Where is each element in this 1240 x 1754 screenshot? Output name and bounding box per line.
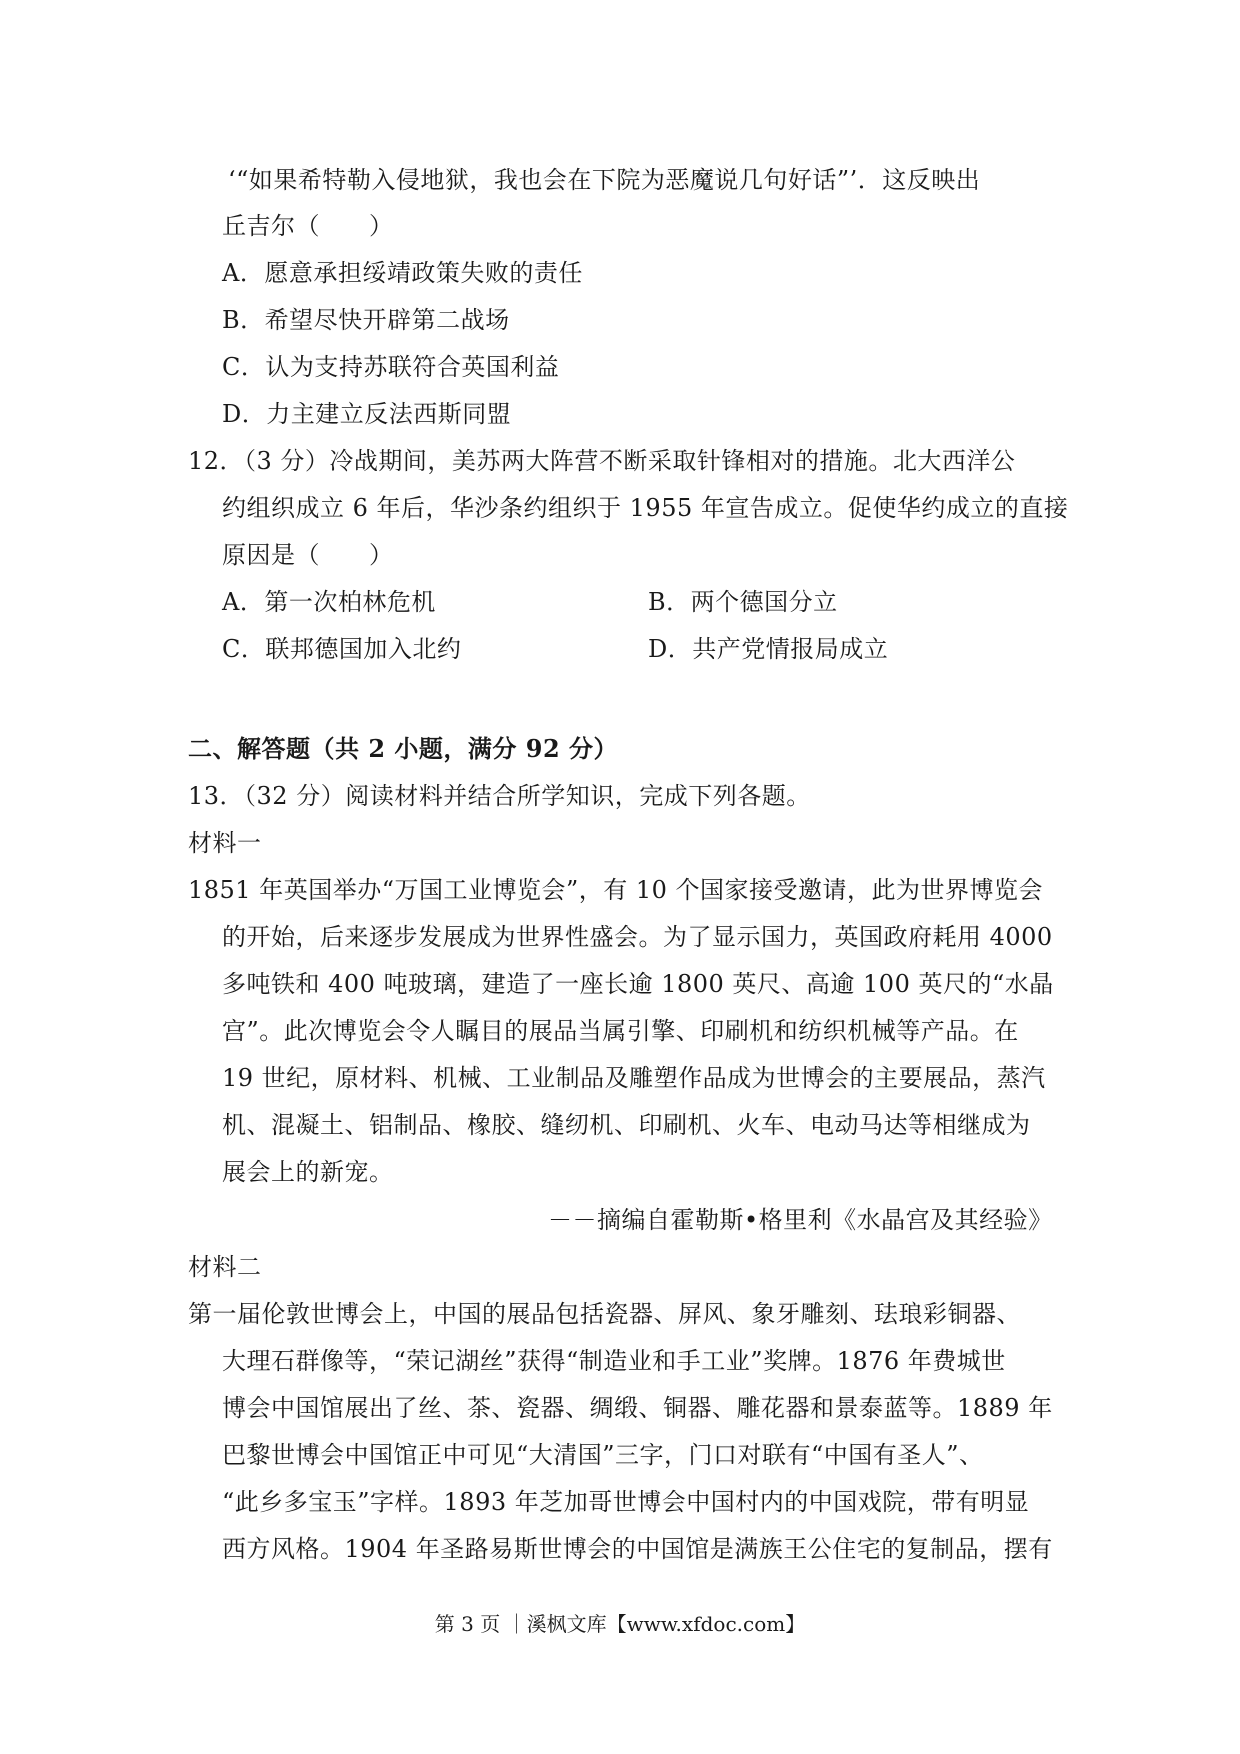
q11-option-a: A．愿意承担绥靖政策失败的责任 — [222, 259, 583, 287]
q12-option-b: B．两个德国分立 — [648, 588, 838, 616]
material-1-line: 1851 年英国举办“万国工业博览会”，有 10 个国家接受邀请，此为世界博览会 — [188, 876, 1044, 904]
q12-option-d: D．共产党情报局成立 — [648, 635, 889, 663]
material-1-label: 材料一 — [188, 829, 262, 857]
material-2-line: 西方风格。1904 年圣路易斯世博会的中国馆是满族王公住宅的复制品，摆有 — [222, 1535, 1053, 1563]
material-1-line: 多吨铁和 400 吨玻璃，建造了一座长逾 1800 英尺、高逾 100 英尺的“水晶 — [222, 970, 1054, 998]
q11-option-d: D．力主建立反法西斯同盟 — [222, 400, 512, 428]
q11-stem-line-2: 丘吉尔（ ） — [222, 212, 394, 240]
q12-option-c: C．联邦德国加入北约 — [222, 635, 462, 663]
material-1-line: 机、混凝土、铝制品、橡胶、缝纫机、印刷机、火车、电动马达等相继成为 — [222, 1111, 1031, 1139]
q12-option-a: A．第一次柏林危机 — [222, 588, 436, 616]
material-2-line: 第一届伦敦世博会上，中国的展品包括瓷器、屏风、象牙雕刻、珐琅彩铜器、 — [188, 1300, 1021, 1328]
material-2-line: “此乡多宝玉”字样。1893 年芝加哥世博会中国村内的中国戏院，带有明显 — [222, 1488, 1030, 1516]
page-footer: 第 3 页 ｜溪枫文库【www.xfdoc.com】 — [434, 1612, 806, 1636]
material-1-source: －－摘编自霍勒斯•格里利《水晶宫及其经验》 — [548, 1206, 1053, 1234]
q12-stem-line-3: 原因是（ ） — [222, 541, 394, 569]
section-heading: 二、解答题（共 2 小题，满分 92 分） — [188, 734, 619, 763]
material-1-line: 展会上的新宠。 — [222, 1158, 394, 1186]
material-2-line: 大理石群像等，“荣记湖丝”获得“制造业和手工业”奖牌。1876 年费城世 — [222, 1347, 1006, 1375]
material-1-line: 宫”。此次博览会令人瞩目的展品当属引擎、印刷机和纺织机械等产品。在 — [222, 1017, 1019, 1045]
material-1-line: 19 世纪，原材料、机械、工业制品及雕塑作品成为世博会的主要展品，蒸汽 — [222, 1064, 1046, 1092]
material-2-line: 巴黎世博会中国馆正中可见“大清国”三字，门口对联有“中国有圣人”、 — [222, 1441, 984, 1469]
q11-option-b: B．希望尽快开辟第二战场 — [222, 306, 510, 334]
q13-intro: 13．（32 分）阅读材料并结合所学知识，完成下列各题。 — [188, 782, 811, 810]
q11-stem-line-1: ‘“如果希特勒入侵地狱，我也会在下院为恶魔说几句好话”’．这反映出 — [228, 166, 981, 194]
material-2-label: 材料二 — [188, 1253, 262, 1281]
material-1-line: 的开始，后来逐步发展成为世界性盛会。为了显示国力，英国政府耗用 4000 — [222, 923, 1053, 951]
q12-stem-line-2: 约组织成立 6 年后，华沙条约组织于 1955 年宣告成立。促使华约成立的直接 — [222, 494, 1069, 522]
material-2-line: 博会中国馆展出了丝、茶、瓷器、绸缎、铜器、雕花器和景泰蓝等。1889 年 — [222, 1394, 1053, 1422]
q12-stem-line-1: 12．（3 分）冷战期间，美苏两大阵营不断采取针锋相对的措施。北大西洋公 — [188, 447, 1016, 475]
q11-option-c: C．认为支持苏联符合英国利益 — [222, 353, 560, 381]
